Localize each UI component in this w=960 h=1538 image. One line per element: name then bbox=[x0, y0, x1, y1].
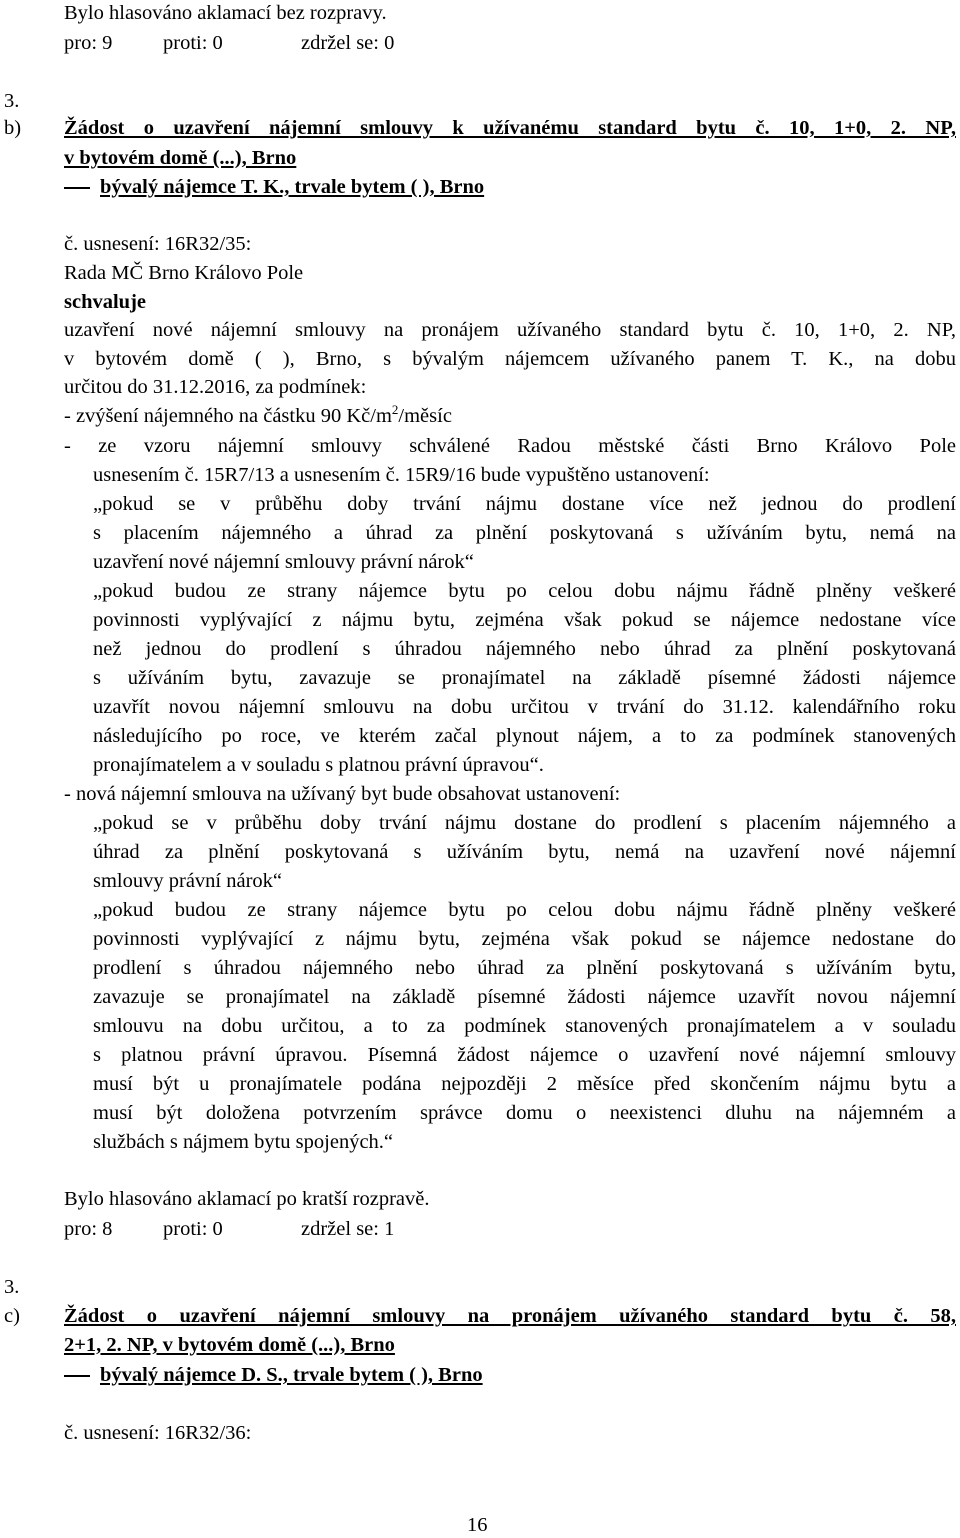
vote-pro: pro: 8 bbox=[64, 1218, 113, 1240]
item-title: Žádost o uzavření nájemní smlouvy k užívanému standard bytu č. 10, 1+0, 2. NP, bbox=[64, 117, 956, 139]
quote-line: prodlení s úhradou nájemného nebo úhrad za plnění poskytovaná s užíváním bytu, bbox=[93, 957, 956, 979]
item-number: 3. bbox=[4, 90, 20, 112]
resolution-verb: schvaluje bbox=[64, 291, 146, 313]
item-number: 3. bbox=[4, 1276, 20, 1298]
vote-proti: proti: 0 bbox=[163, 1218, 223, 1240]
item-title: Žádost o uzavření nájemní smlouvy na pronájem užívaného standard bytu č. 58, bbox=[64, 1305, 956, 1327]
quote-line: následujícího po roce, ve kterém začal plynout nájem, a to za podmínek stanovených bbox=[93, 725, 956, 747]
dash-mark bbox=[64, 1375, 90, 1377]
item-title-line2: 2+1, 2. NP, v bytovém domě (...), Brno bbox=[64, 1334, 395, 1356]
item-title-line2: v bytovém domě (...), Brno bbox=[64, 147, 297, 169]
item-subtitle: bývalý nájemce D. S., trvale bytem ( ), Brno bbox=[100, 1364, 483, 1386]
quote-line: „pokud budou ze strany nájemce bytu po celou dobu nájmu řádně plněny veškeré bbox=[93, 899, 956, 921]
vote-pro: pro: 9 bbox=[64, 32, 113, 54]
resolution-number: č. usnesení: 16R32/36: bbox=[64, 1422, 252, 1444]
item-letter: c) bbox=[4, 1305, 20, 1327]
condition-line: usnesením č. 15R7/13 a usnesením č. 15R9/16 bude vypuštěno ustanovení: bbox=[93, 464, 710, 486]
body-line: uzavření nové nájemní smlouvy na pronájem užívaného standard bytu č. 10, 1+0, 2. NP, bbox=[64, 319, 956, 341]
quote-line: musí být u pronajímatele podána nejpozději 2 měsíce před skončením nájmu bytu a bbox=[93, 1073, 956, 1095]
resolution-number: č. usnesení: 16R32/35: bbox=[64, 233, 252, 255]
quote-line: uzavření nové nájemní smlouvy právní nárok“ bbox=[93, 551, 474, 573]
quote-line: musí být doložena potvrzením správce domu o neexistenci dluhu na nájemném a bbox=[93, 1102, 956, 1124]
condition-line: - ze vzoru nájemní smlouvy schválené Radou městské části Brno Královo Pole bbox=[64, 435, 956, 457]
quote-line: povinnosti vyplývající z nájmu bytu, zejména však pokud se nájemce nedostane do bbox=[93, 928, 956, 950]
quote-line: smlouvu na dobu určitou, a to za podmínek stanovených pronajímatelem a v souladu bbox=[93, 1015, 956, 1037]
quote-line: pronajímatelem a v souladu s platnou právní úpravou“. bbox=[93, 754, 544, 776]
quote-line: „pokud se v průběhu doby trvání nájmu dostane do prodlení s placením nájemného a bbox=[93, 812, 956, 834]
quote-line: s placením nájemného a úhrad za plnění poskytovaná s užíváním bytu, nemá na bbox=[93, 522, 956, 544]
quote-line: povinnosti vyplývající z nájmu bytu, zejména však pokud se nájemce nedostane více bbox=[93, 609, 956, 631]
quote-line: s užíváním bytu, zavazuje se pronajímatel na základě písemné žádosti nájemce bbox=[93, 667, 956, 689]
quote-line: službách s nájmem bytu spojených.“ bbox=[93, 1131, 394, 1153]
dash-mark bbox=[64, 187, 90, 189]
vote-summary: Bylo hlasováno aklamací bez rozpravy. bbox=[64, 2, 387, 24]
vote-zdrzel: zdržel se: 1 bbox=[301, 1218, 395, 1240]
body-line: v bytovém domě ( ), Brno, s bývalým nájemcem užívaného panem T. K., na dobu bbox=[64, 348, 956, 370]
condition-line: - nová nájemní smlouva na užívaný byt bude obsahovat ustanovení: bbox=[64, 783, 621, 805]
item-letter: b) bbox=[4, 117, 22, 139]
item-subtitle: bývalý nájemce T. K., trvale bytem ( ), Brno bbox=[100, 176, 485, 198]
vote-zdrzel: zdržel se: 0 bbox=[301, 32, 395, 54]
condition-rent: - zvýšení nájemného na částku 90 $Kč/m^2$/měsíc bbox=[64, 402, 452, 427]
quote-line: s platnou právní úpravou. Písemná žádost nájemce o uzavření nové nájemní smlouvy bbox=[93, 1044, 956, 1066]
quote-line: než jednou do prodlení s úhradou nájemného nebo úhrad za plnění poskytovaná bbox=[93, 638, 956, 660]
vote-proti: proti: 0 bbox=[163, 32, 223, 54]
body-line: určitou do 31.12.2016, za podmínek: bbox=[64, 376, 367, 398]
quote-line: „pokud se v průběhu doby trvání nájmu dostane více než jednou do prodlení bbox=[93, 493, 956, 515]
quote-line: smlouvy právní nárok“ bbox=[93, 870, 283, 892]
vote-summary: Bylo hlasováno aklamací po kratší rozpravě. bbox=[64, 1188, 430, 1210]
council-name: Rada MČ Brno Královo Pole bbox=[64, 262, 304, 284]
quote-line: zavazuje se pronajímatel na základě písemné žádosti nájemce uzavřít novou nájemní bbox=[93, 986, 956, 1008]
quote-line: uzavřít novou nájemní smlouvu na dobu určitou v trvání do 31.12. kalendářního roku bbox=[93, 696, 956, 718]
quote-line: úhrad za plnění poskytovaná s užíváním bytu, nemá na uzavření nové nájemní bbox=[93, 841, 956, 863]
page-number: 16 bbox=[467, 1514, 488, 1536]
quote-line: „pokud budou ze strany nájemce bytu po celou dobu nájmu řádně plněny veškeré bbox=[93, 580, 956, 602]
